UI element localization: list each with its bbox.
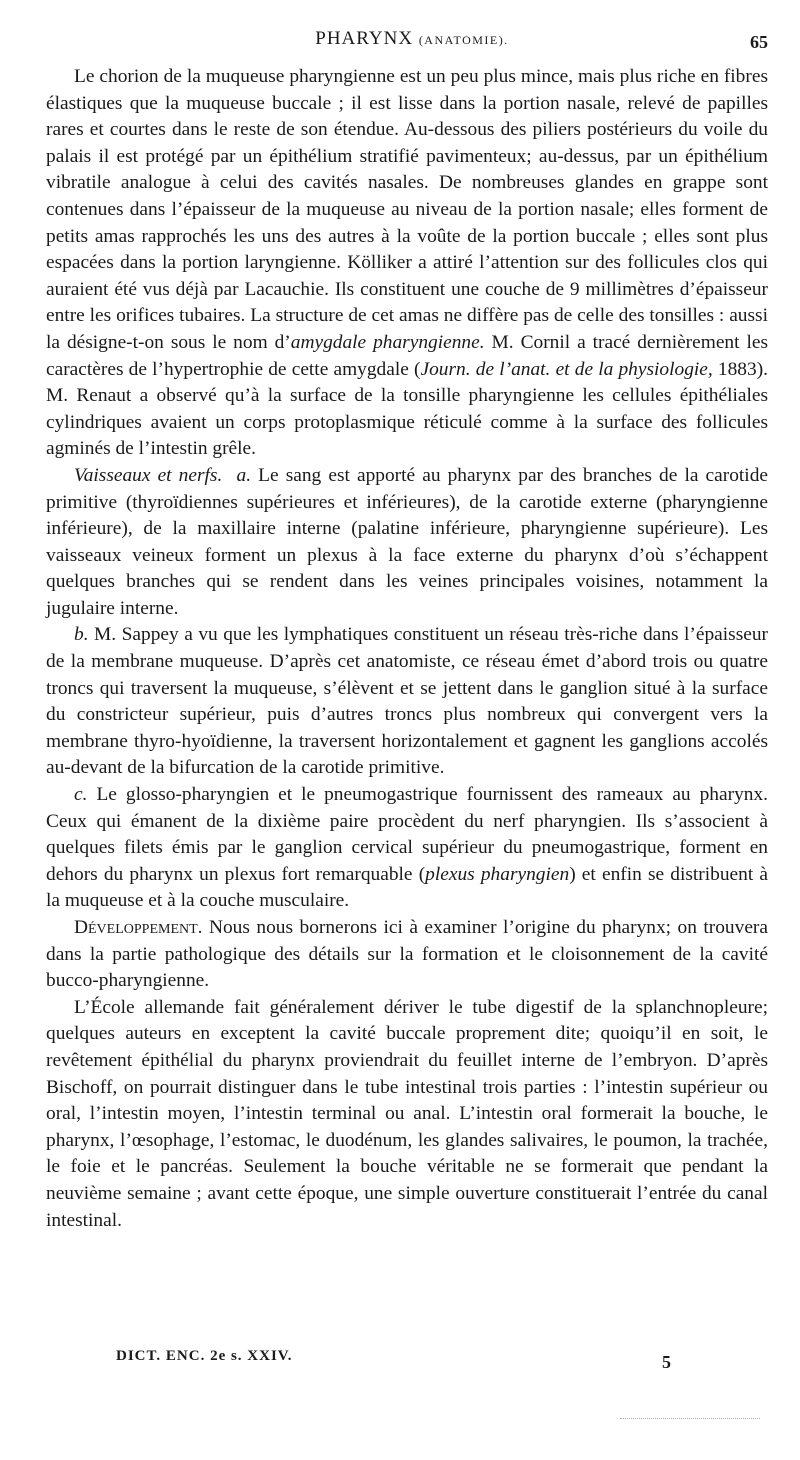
page-header (52, 28, 772, 60)
bottom-rule (620, 1418, 760, 1420)
paragraph-text: L’École allemande fait généralement dériver le tube digestif de la splanchnopleure; quelques auteurs en exceptent la cavité buccale proprement dite; quoiqu’il en soit, le revêtement épithélial du pharynx proviendrait du feuillet interne de l’embryon. D’après Bischoff, on pourrait distinguer dans le tube intestinal trois parties : l’intestin supérieur ou oral, l’intestin moyen, l’intestin terminal ou anal. L’intestin oral formerait la bouche, le pharynx, l’œsophage, l’estomac, le duodénum, les glandes salivaires, le poumon, la trachée, le foie et le pancréas. Seulement la bouche véritable ne se formerait que pendant la neuvième semaine ; avant cette époque, une simple ouverture constituerait l’entrée du canal intestinal. (46, 996, 768, 1231)
paragraph-text: Le glosso-pharyngien et le pneumogastrique fournissent des rameaux au pharynx. Ceux qui émanent de la dixième paire procèdent du nerf pharyngien. Ils s’associent à quelques filets émis par le ganglion cervical supérieur du pneumogastrique, forment en dehors du pharynx un plexus fort remarquable ( (46, 784, 768, 885)
signature-line: DICT. ENC. 2e s. XXIV. (116, 1348, 293, 1364)
paragraph-lymphatiques (46, 622, 768, 782)
paragraph-text: 1883). M. Renaut a observé qu’à la surface de la tonsille pharyngienne les cellules épithéliales cylindriques avaient un corps protoplasmique réticulé comme à la surface des follicules agminés de l’intestin grêle. (46, 358, 768, 460)
signature-number: 5 (662, 1352, 671, 1372)
paragraph-text: M. Sappey a vu que les lymphatiques constituent un réseau très-riche dans l’épaisseur de la membrane muqueuse. D’après cet anatomiste, ce réseau émet d’abord trois ou quatre troncs qui traversent la muqueuse, s’élèvent et se jettent dans le ganglion situé à la surface du constricteur supérieur, puis d’autres troncs plus nombreux qui convergent vers la membrane thyro-hyoïdienne, la traversent horizontalement et gagnent les ganglions accolés au-devant de la bifurcation de la carotide primitive. (46, 624, 768, 779)
paragraph-vaisseaux (46, 463, 768, 623)
paragraph-text: Nous nous bornerons ici à examiner l’origine du pharynx; on trouvera dans la partie pathologique des détails sur la formation et le cloisonnement de la cavité bucco-pharyngienne. (46, 917, 768, 992)
paragraph-text: Le chorion de la muqueuse pharyngienne est un peu plus mince, mais plus riche en fibres élastiques que la muqueuse buccale ; il est lisse dans la portion nasale, relevé de papilles rares et courtes dans le reste de son étendue. Au-dessous des piliers postérieurs du voile du palais il est protégé par un épithélium stratifié pavimenteux; au-dessus, par un épithélium vibratile analogue à celui des cavités nasales. De nombreuses glandes en grappe sont contenues dans l’épaisseur de la muqueuse au niveau de la portion nasale; elles forment de petits amas rapprochés les uns des autres à la voûte de la portion buccale ; elles sont plus espacées dans la portion laryngienne. Kölliker a attiré l’attention sur des follicules clos qui auraient été vus déjà par Lacauchie. Ils constituent une couche de 9 millimètres d’épaisseur entre les orifices tubaires. La structure de cet amas ne diffère pas de celle des tonsilles : aussi la désigne-t-on sous le nom d’ (46, 66, 768, 353)
page-number: 65 (750, 32, 768, 52)
paragraph-text: ) et enfin se distribuent à la muqueuse et à la couche musculaire. (46, 863, 769, 912)
paragraph-nerfs (46, 782, 768, 915)
section-heading: Développement. (74, 917, 203, 938)
item-marker: b. (74, 624, 89, 646)
running-title (52, 28, 772, 50)
body-text (46, 64, 768, 1234)
italic-citation: Journ. de l’anat. et de la physiologie, (420, 358, 713, 380)
paragraph-text: Le sang est apporté au pharynx par des branches de la carotide primitive (thyroïdiennes supérieures et inférieures), de la carotide externe (pharyngienne inférieure), de la maxillaire interne (palatine inférieure, pharyngienne supérieure). Les vaisseaux veineux forment un plexus à la face externe du pharynx d’où s’échappent quelques branches qui se rendent dans les veines principales voisines, notamment la jugulaire interne. (46, 464, 768, 619)
item-marker: a. (236, 464, 252, 486)
italic-term: plexus pharyngien (425, 863, 570, 885)
italic-term: amygdale pharyngienne. (290, 331, 485, 353)
paragraph-chorion (46, 64, 768, 463)
paragraph-developpement (46, 915, 768, 995)
running-title-main: PHARYNX (315, 28, 414, 49)
section-heading: Vaisseaux et nerfs. (74, 464, 223, 486)
item-marker: c. (74, 784, 88, 806)
paragraph-text: M. Cornil a tracé dernièrement les caractères de l’hypertrophie de cette amygdale ( (46, 331, 769, 380)
running-title-sub: (ANATOMIE). (418, 33, 509, 47)
paragraph-ecole (46, 995, 768, 1234)
